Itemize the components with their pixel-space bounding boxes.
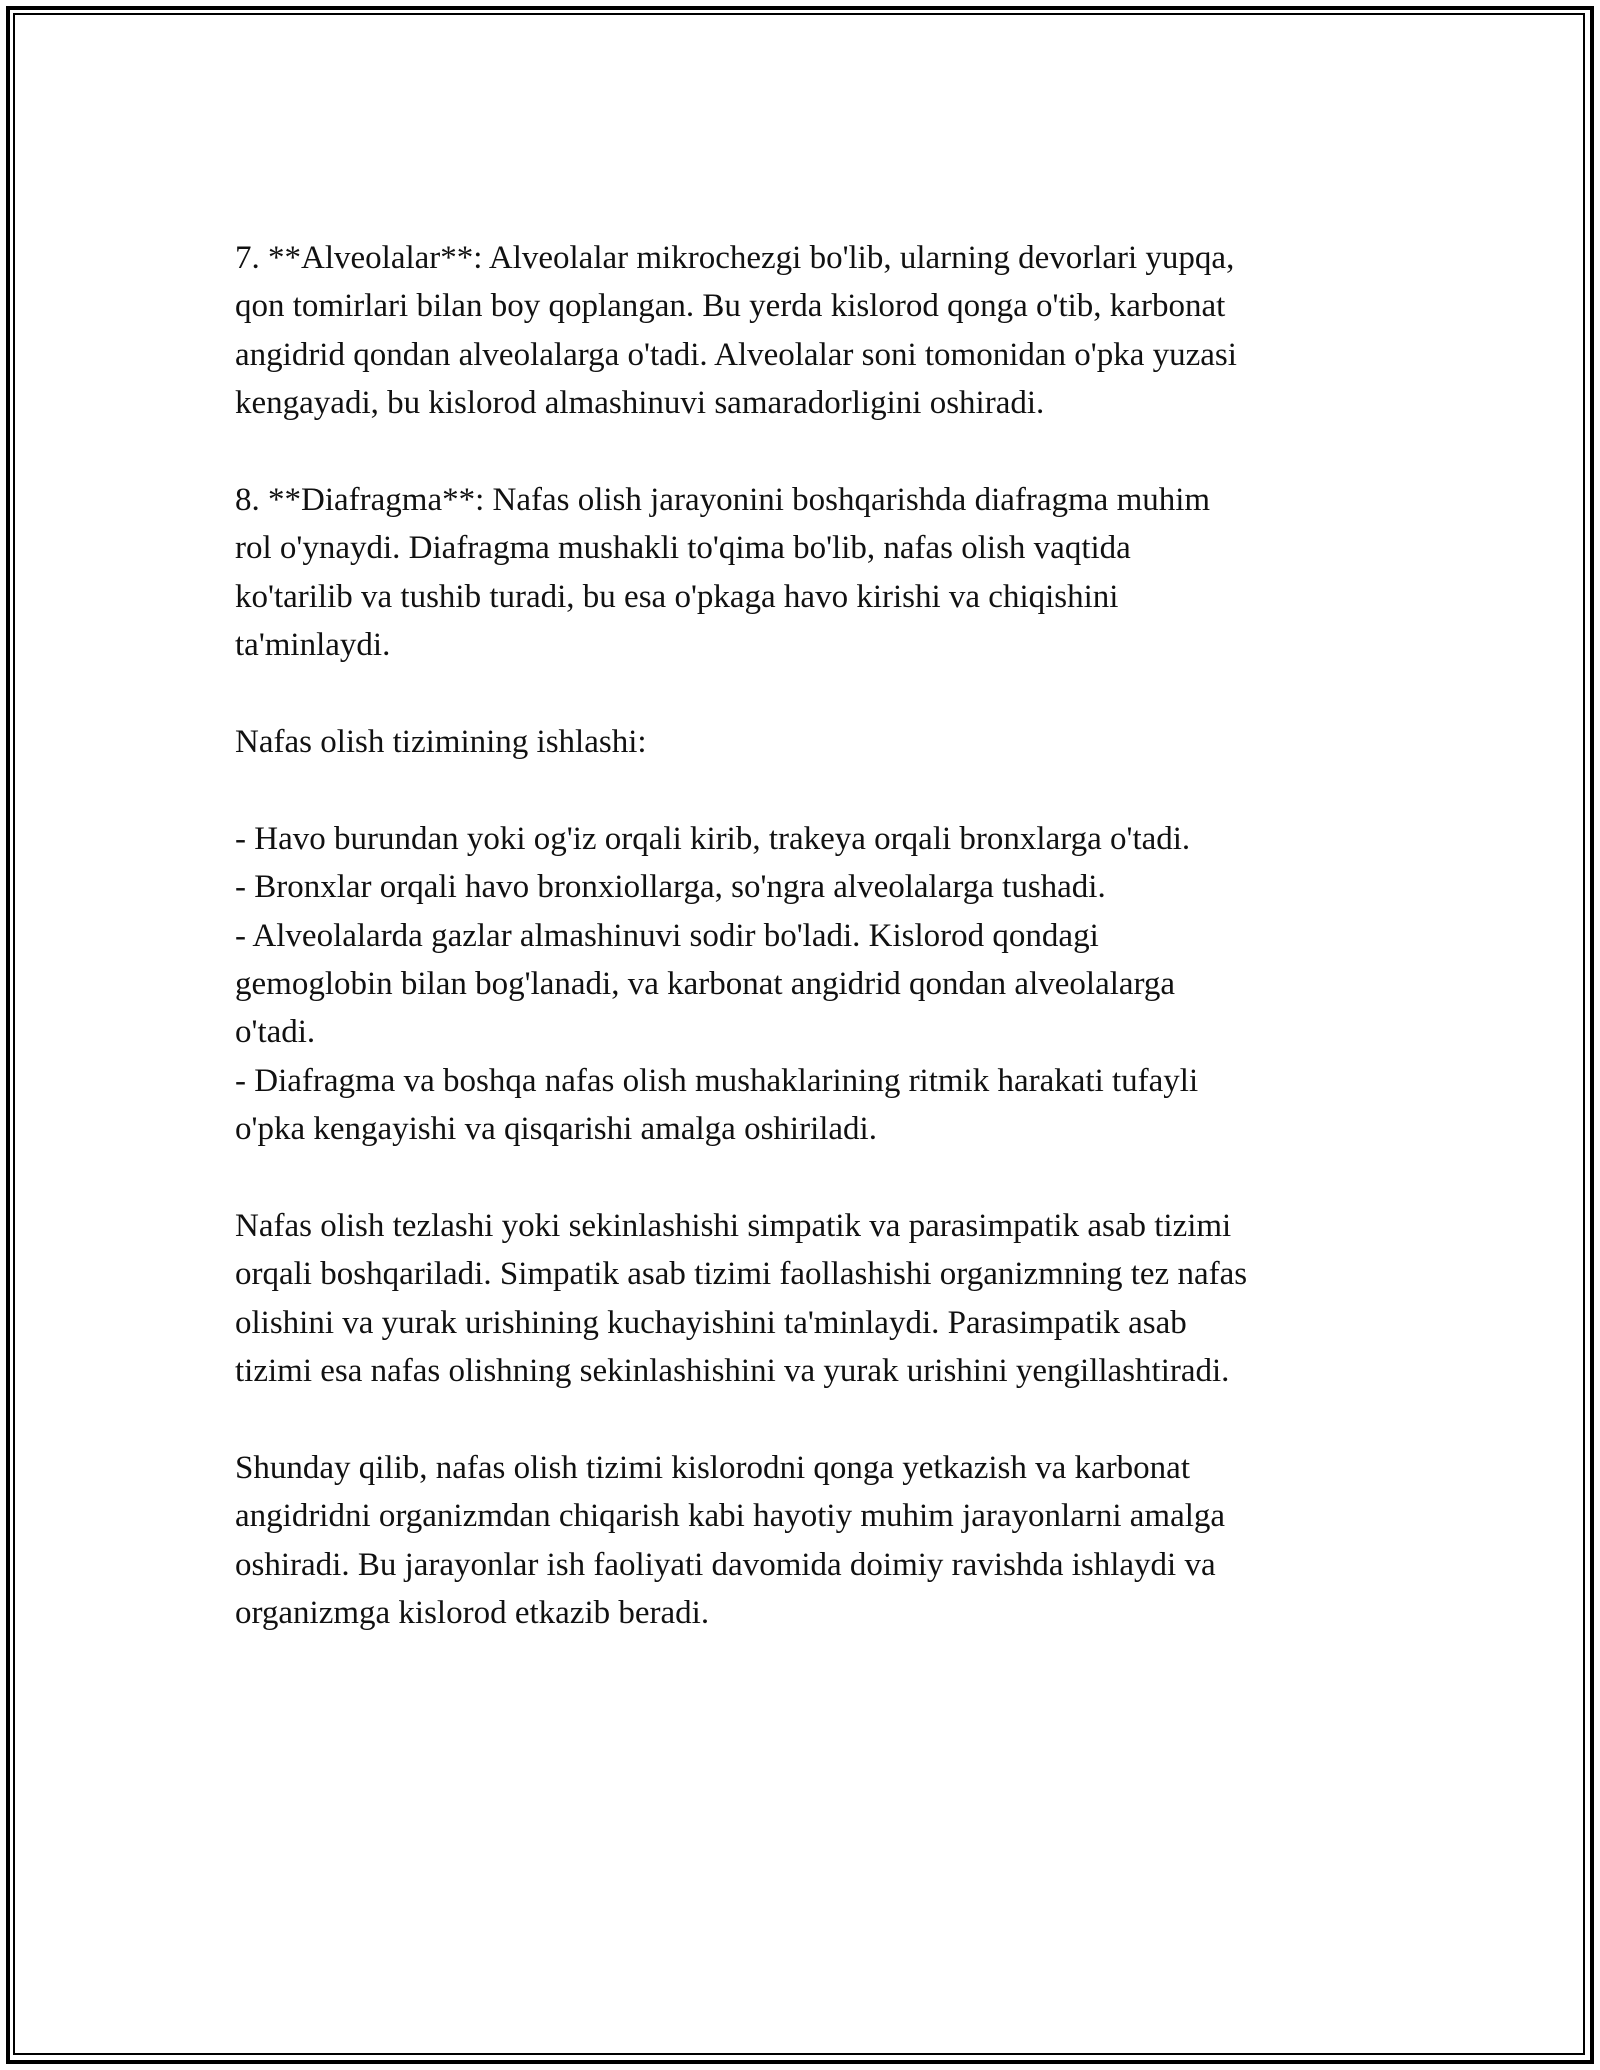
document-body [235,234,1385,1638]
text-line: Nafas olish tizimining ishlashi: [235,724,647,761]
text-line: o'tadi. [235,1014,316,1051]
text-line: tizimi esa nafas olishning sekinlashishini va yurak urishini yengillashtiradi. [235,1353,1230,1390]
section-heading-ishlashi [235,718,1385,766]
text-line: ta'minlaydi. [235,627,391,664]
text-line: organizmga kislorod etkazib beradi. [235,1595,710,1632]
text-line: Nafas olish tezlashi yoki sekinlashishi simpatik va parasimpatik asab tizimi [235,1208,1232,1245]
text-line: kengayadi, bu kislorod almashinuvi samaradorligini oshiradi. [235,385,1045,422]
text-line: - Bronxlar orqali havo bronxiollarga, so'ngra alveolalarga tushadi. [235,869,1106,906]
paragraph-xulosa [235,1444,1385,1638]
text-line: angidridni organizmdan chiqarish kabi hayotiy muhim jarayonlarni amalga [235,1498,1226,1535]
text-line: olishini va yurak urishining kuchayishini ta'minlaydi. Parasimpatik asab [235,1304,1187,1341]
paragraph-asab-tizimi [235,1202,1385,1396]
text-line: o'pka kengayishi va qisqarishi amalga oshiriladi. [235,1111,877,1148]
text-line: oshiradi. Bu jarayonlar ish faoliyati davomida doimiy ravishda ishlaydi va [235,1546,1216,1583]
text-line: gemoglobin bilan bog'lanadi, va karbonat angidrid qondan alveolalarga [235,966,1176,1003]
text-line: angidrid qondan alveolalarga o'tadi. Alveolalar soni tomonidan o'pka yuzasi [235,336,1237,373]
paragraph-alveolalar [235,234,1385,428]
paragraph-diafragma [235,476,1385,670]
text-line: orqali boshqariladi. Simpatik asab tizimi faollashishi organizmning tez nafas [235,1256,1248,1293]
text-line: 8. **Diafragma**: Nafas olish jarayonini boshqarishda diafragma muhim [235,482,1211,519]
text-line: qon tomirlari bilan boy qoplangan. Bu yerda kislorod qonga o'tib, karbonat [235,288,1226,325]
text-line: - Diafragma va boshqa nafas olish mushaklarining ritmik harakati tufayli [235,1062,1199,1099]
text-line: 7. **Alveolalar**: Alveolalar mikrochezgi bo'lib, ularning devorlari yupqa, [235,240,1235,276]
text-line: ko'tarilib va tushib turadi, bu esa o'pkaga havo kirishi va chiqishini [235,578,1119,615]
text-line: Shunday qilib, nafas olish tizimi kislorodni qonga yetkazish va karbonat [235,1450,1191,1487]
text-line: - Havo burundan yoki og'iz orqali kirib, trakeya orqali bronxlarga o'tadi. [235,820,1191,857]
text-line: - Alveolalarda gazlar almashinuvi sodir bo'ladi. Kislorod qondagi [235,917,1099,954]
text-line: rol o'ynaydi. Diafragma mushakli to'qima bo'lib, nafas olish vaqtida [235,530,1131,567]
bullet-list-ishlashi [235,815,1385,1154]
